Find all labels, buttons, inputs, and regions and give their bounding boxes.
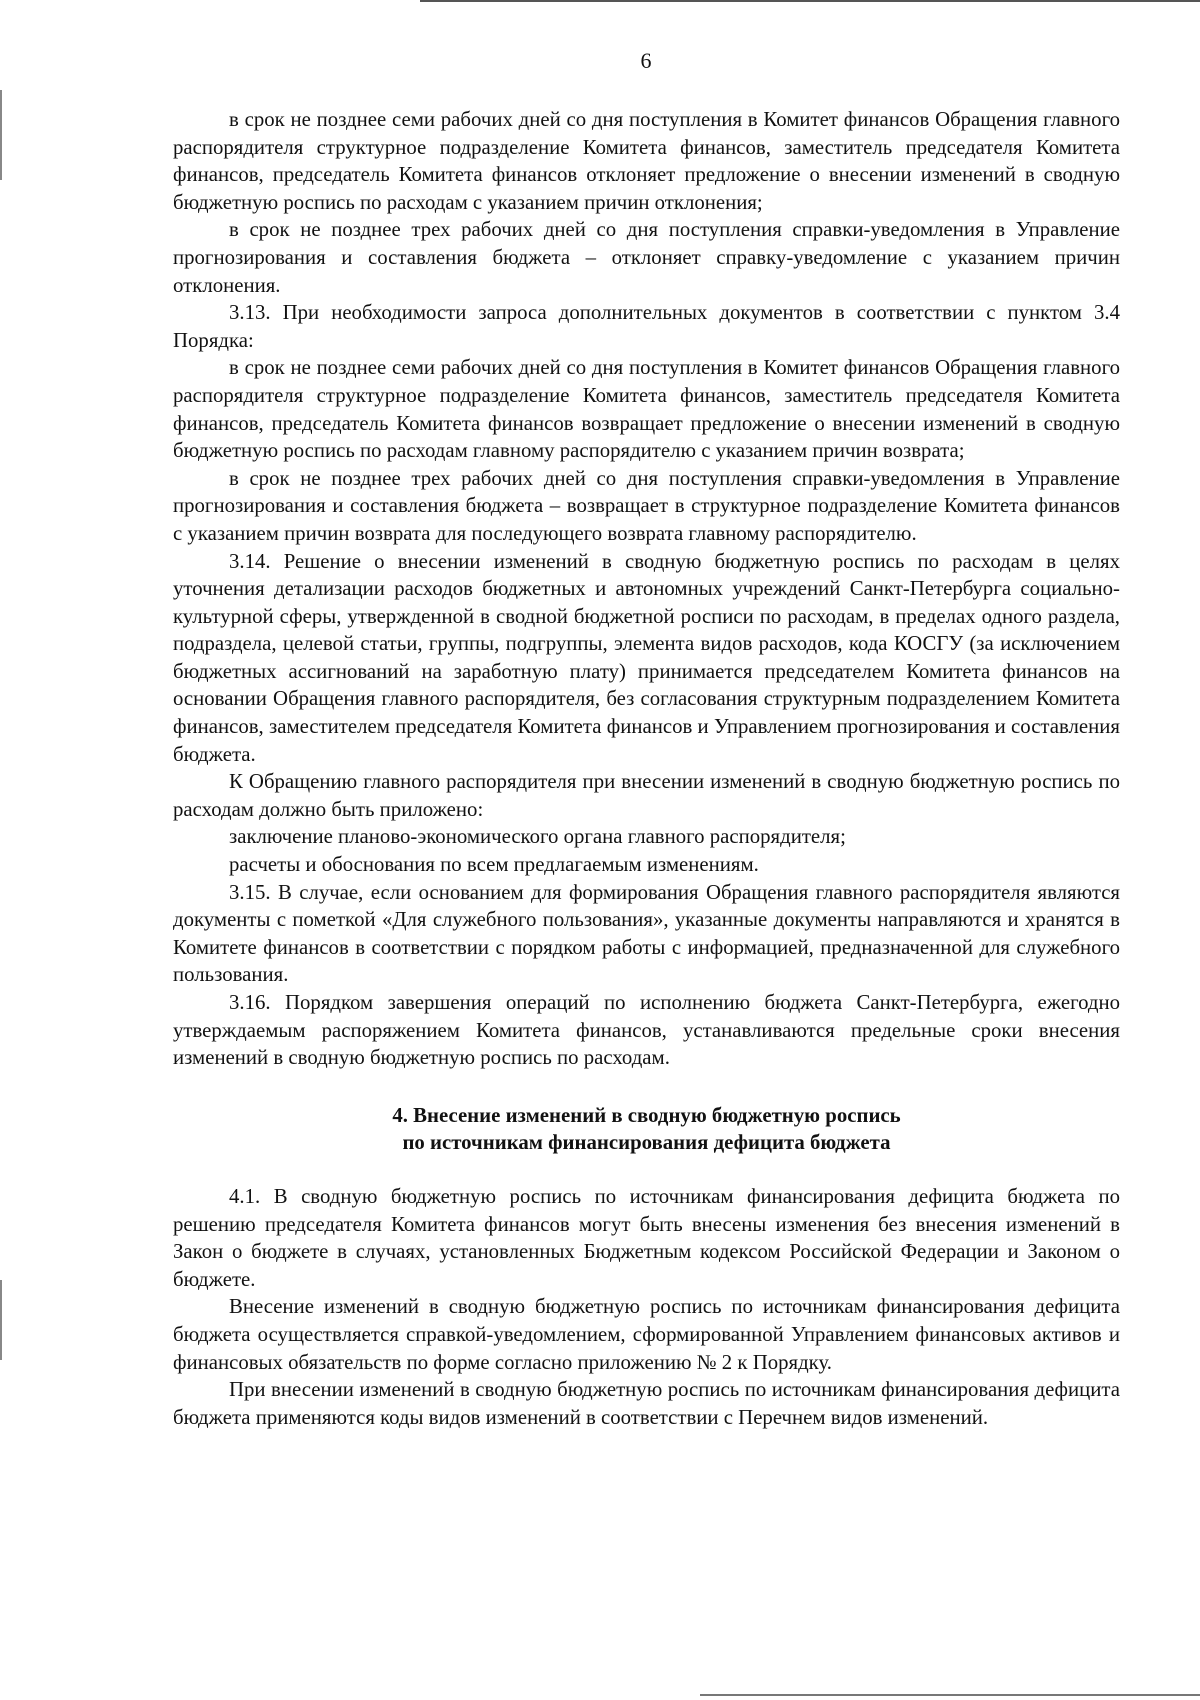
paragraph: в срок не позднее трех рабочих дней со дня поступления справки-уведомления в Управление прогнозирования и составления бюджета – отклоняет справку-уведомление с указанием причин отклонения.: [173, 218, 1120, 297]
left-edge-mark: [0, 90, 2, 180]
top-scan-rule: [420, 0, 1200, 2]
paragraph: 4.1. В сводную бюджетную роспись по источникам финансирования дефицита бюджета по решению председателя Комитета финансов могут быть внесены изменения без внесения изменений в Закон о бюджете в случаях, установленных Бюджетным кодексом Российской Федерации и Законом о бюджете.: [173, 1184, 1120, 1291]
paragraph: 3.16. Порядком завершения операций по исполнению бюджета Санкт-Петербурга, ежегодно утверждаемым распоряжением Комитета финансов, устанавливаются предельные сроки внесения изменений в сводную бюджетную роспись по расходам.: [173, 991, 1120, 1070]
page-number: 6: [640, 48, 652, 73]
paragraph: 3.15. В случае, если основанием для формирования Обращения главного распорядителя являются документы с пометкой «Для служебного пользования», указанные документы направляются и хранятся в Комитете финансов в соответствии с порядком работы с информацией, предназначенной для служебного пользования.: [173, 880, 1120, 987]
paragraph: 3.13. При необходимости запроса дополнительных документов в соответствии с пунктом 3.4 Порядка:: [173, 301, 1120, 352]
document-body: [173, 106, 1120, 1431]
list-item: заключение планово-экономического органа главного распорядителя;: [229, 825, 846, 849]
paragraph: Внесение изменений в сводную бюджетную роспись по источникам финансирования дефицита бюджета осуществляется справкой-уведомлением, сформированной Управлением финансовых активов и финансовых обязательств по форме согласно приложению № 2 к Порядку.: [173, 1295, 1120, 1374]
paragraph: При внесении изменений в сводную бюджетную роспись по источникам финансирования дефицита бюджета применяются коды видов изменений в соответствии с Перечнем видов изменений.: [173, 1378, 1120, 1429]
section-heading-line: 4. Внесение изменений в сводную бюджетную роспись: [392, 1103, 901, 1127]
list-item: расчеты и обоснования по всем предлагаемым изменениям.: [229, 853, 759, 877]
paragraph: в срок не позднее семи рабочих дней со дня поступления в Комитет финансов Обращения главного распорядителя структурное подразделение Комитета финансов, заместитель председателя Комитета финансов, председатель Комитета финансов отклоняет предложение о внесении изменений в сводную бюджетную роспись по расходам с указанием причин отклонения;: [173, 108, 1120, 214]
paragraph: 3.14. Решение о внесении изменений в сводную бюджетную роспись по расходам в целях уточнения детализации расходов бюджетных и автономных учреждений Санкт-Петербурга социально-культурной сферы, утвержденной в сводной бюджетной росписи по расходам, в пределах одного раздела, подраздела, целевой статьи, группы, подгруппы, элемента видов расходов, кода КОСГУ (за исключением бюджетных ассигнований на заработную плату) принимается председателем Комитета финансов на основании Обращения главного распорядителя, без согласования структурным подразделением Комитета финансов, заместителем председателя Комитета финансов и Управлением прогнозирования и составления бюджета.: [173, 549, 1120, 766]
bottom-scan-rule: [700, 1694, 1200, 1696]
paragraph: в срок не позднее трех рабочих дней со дня поступления справки-уведомления в Управление прогнозирования и составления бюджета – возвращает в структурное подразделение Комитета финансов с указанием причин возврата для последующего возврата главному распорядителю.: [173, 466, 1120, 545]
section-heading: [173, 1102, 1120, 1157]
left-edge-mark: [0, 1280, 2, 1360]
paragraph: К Обращению главного распорядителя при внесении изменений в сводную бюджетную роспись по расходам должно быть приложено:: [173, 770, 1120, 821]
section-heading-line: по источникам финансирования дефицита бюджета: [402, 1131, 891, 1155]
paragraph: в срок не позднее семи рабочих дней со дня поступления в Комитет финансов Обращения главного распорядителя структурное подразделение Комитета финансов, заместитель председателя Комитета финансов, председатель Комитета финансов возвращает предложение о внесении изменений в сводную бюджетную роспись по расходам главному распорядителю с указанием причин возврата;: [173, 356, 1120, 463]
